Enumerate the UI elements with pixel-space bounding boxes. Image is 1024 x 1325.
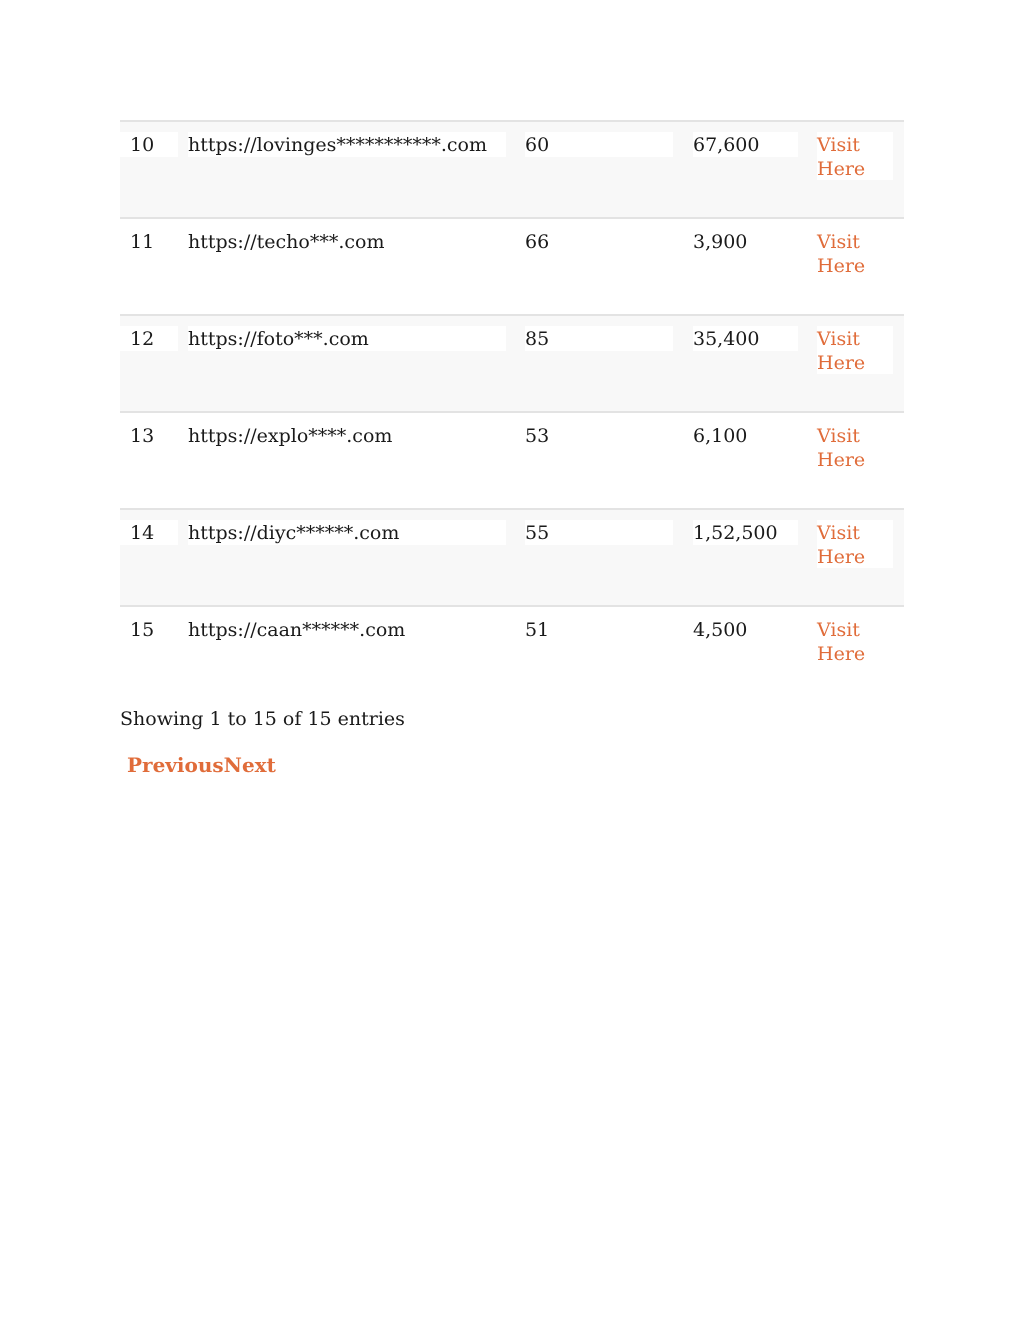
- next-button[interactable]: Next: [223, 753, 276, 777]
- domain-authority: 53: [525, 425, 550, 447]
- row-index: 13: [130, 425, 155, 447]
- row-index: 10: [120, 132, 178, 157]
- site-url: https://lovinges***********.com: [188, 132, 506, 157]
- visit-here-link[interactable]: Visit Here: [817, 425, 866, 471]
- site-url: https://explo****.com: [188, 425, 393, 447]
- visit-here-link[interactable]: Visit Here: [817, 520, 893, 568]
- table-row: [120, 122, 904, 219]
- traffic-value: 1,52,500: [693, 520, 798, 545]
- visit-here-link[interactable]: Visit Here: [817, 619, 866, 665]
- row-index: 11: [130, 231, 155, 253]
- row-index: 15: [130, 619, 155, 641]
- table-row: [120, 219, 904, 316]
- domain-authority: 66: [525, 231, 550, 253]
- sites-table: [120, 120, 904, 702]
- site-url: https://diyc******.com: [188, 520, 506, 545]
- pagination: [127, 752, 276, 778]
- domain-authority: 85: [525, 326, 673, 351]
- previous-button[interactable]: Previous: [127, 753, 224, 777]
- traffic-value: 6,100: [693, 425, 748, 447]
- traffic-value: 35,400: [693, 326, 798, 351]
- domain-authority: 51: [525, 619, 550, 641]
- traffic-value: 3,900: [693, 231, 748, 253]
- site-url: https://techo***.com: [188, 231, 385, 253]
- visit-here-link[interactable]: Visit Here: [817, 132, 893, 180]
- table-row: [120, 607, 904, 702]
- entries-summary: Showing 1 to 15 of 15 entries: [120, 708, 405, 730]
- visit-here-link[interactable]: Visit Here: [817, 326, 893, 374]
- table-row: [120, 413, 904, 510]
- traffic-value: 4,500: [693, 619, 748, 641]
- traffic-value: 67,600: [693, 132, 798, 157]
- visit-here-link[interactable]: Visit Here: [817, 231, 866, 277]
- table-row: [120, 316, 904, 413]
- site-url: https://foto***.com: [188, 326, 506, 351]
- domain-authority: 55: [525, 520, 673, 545]
- domain-authority: 60: [525, 132, 673, 157]
- table-row: [120, 510, 904, 607]
- site-url: https://caan******.com: [188, 619, 406, 641]
- row-index: 12: [120, 326, 178, 351]
- row-index: 14: [120, 520, 178, 545]
